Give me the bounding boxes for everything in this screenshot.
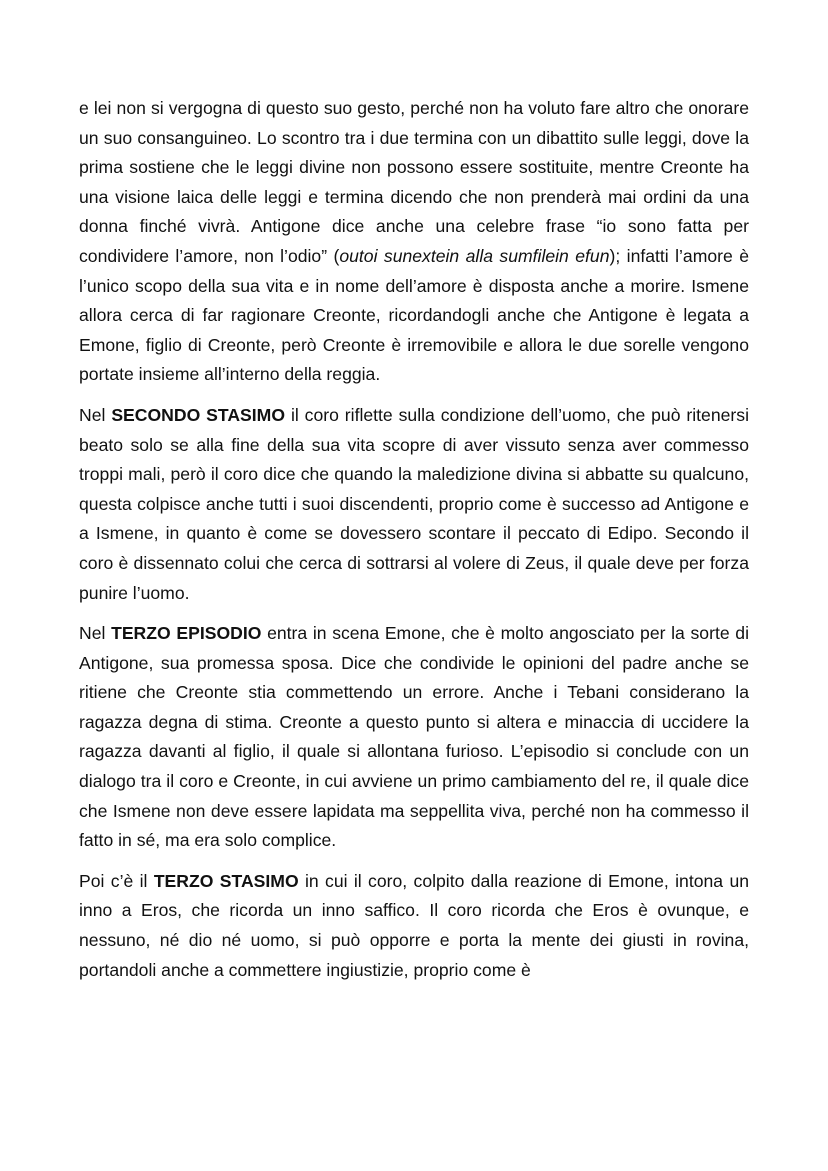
paragraph-secondo-stasimo [79, 401, 749, 608]
paragraph-text: Nel [79, 404, 112, 425]
section-heading-bold: TERZO EPISODIO [111, 623, 262, 644]
paragraph-text: e lei non si vergogna di questo suo gesto, perché non ha voluto fare altro che onorare un suo consanguineo. Lo scontro tra i due termina con un dibattito sulle leggi, dove la prima sostiene che le leggi divine non possono essere sostituite, mentre Creonte ha una visione laica delle leggi e termina dicendo che non prenderà mai ordini da una donna finché vivrà. Antigone dice anche una celebre frase “io sono fatta per condividere l’amore, non l’odio” ( [79, 98, 749, 266]
section-heading-bold: SECONDO STASIMO [111, 404, 286, 425]
document-page [79, 94, 749, 996]
paragraph-terzo-episodio [79, 619, 749, 856]
paragraph-text: entra in scena Emone, che è molto angosciato per la sorte di Antigone, sua promessa sposa. Dice che condivide le opinioni del padre anche se ritiene che Creonte stia commettendo un errore. Anche i Tebani considerano la ragazza degna di stima. Creonte a questo punto si altera e minaccia di uccidere la ragazza davanti al figlio, il quale si allontana furioso. L’episodio si conclude con un dialogo tra il coro e Creonte, in cui avviene un primo cambiamento del re, il quale dice che Ismene non deve essere lapidata ma seppellita viva, perché non ha commesso il fatto in sé, ma era solo complice. [79, 623, 749, 851]
paragraph-antigone-creonte [79, 94, 749, 390]
paragraph-text: in cui il coro, colpito dalla reazione di Emone, intona un inno a Eros, che ricorda un inno saffico. Il coro ricorda che Eros è ovunque, e nessuno, né dio né uomo, si può opporre e porta la mente dei giusti in rovina, portandoli anche a commettere ingiustizie, proprio come è [79, 870, 750, 980]
paragraph-terzo-stasimo [79, 867, 749, 985]
greek-quote-italic: outoi sunextein alla sumfilein efun [339, 245, 610, 266]
section-heading-bold: TERZO STASIMO [153, 870, 299, 891]
paragraph-text: il coro riflette sulla condizione dell’uomo, che può ritenersi beato solo se alla fine della sua vita scopre di aver vissuto senza aver commesso troppi mali, però il coro dice che quando la maledizione divina si abbatte su qualcuno, questa colpisce anche tutti i suoi discendenti, proprio come è successo ad Antigone e a Ismene, in quanto è come se dovessero scontare il peccato di Edipo. Secondo il coro è dissennato colui che cerca di sottrarsi al volere di Zeus, il quale deve per forza punire l’uomo. [79, 404, 749, 603]
paragraph-text: Poi c’è il [79, 870, 154, 891]
paragraph-text: ); infatti l’amore è l’unico scopo della sua vita e in nome dell’amore è disposta anche a morire. Ismene allora cerca di far ragionare Creonte, ricordandogli anche che Antigone è legata a Emone, figlio di Creonte, però Creonte è irremovibile e allora le due sorelle vengono portate insieme all’interno della reggia. [79, 245, 749, 385]
paragraph-text: Nel [79, 623, 112, 644]
